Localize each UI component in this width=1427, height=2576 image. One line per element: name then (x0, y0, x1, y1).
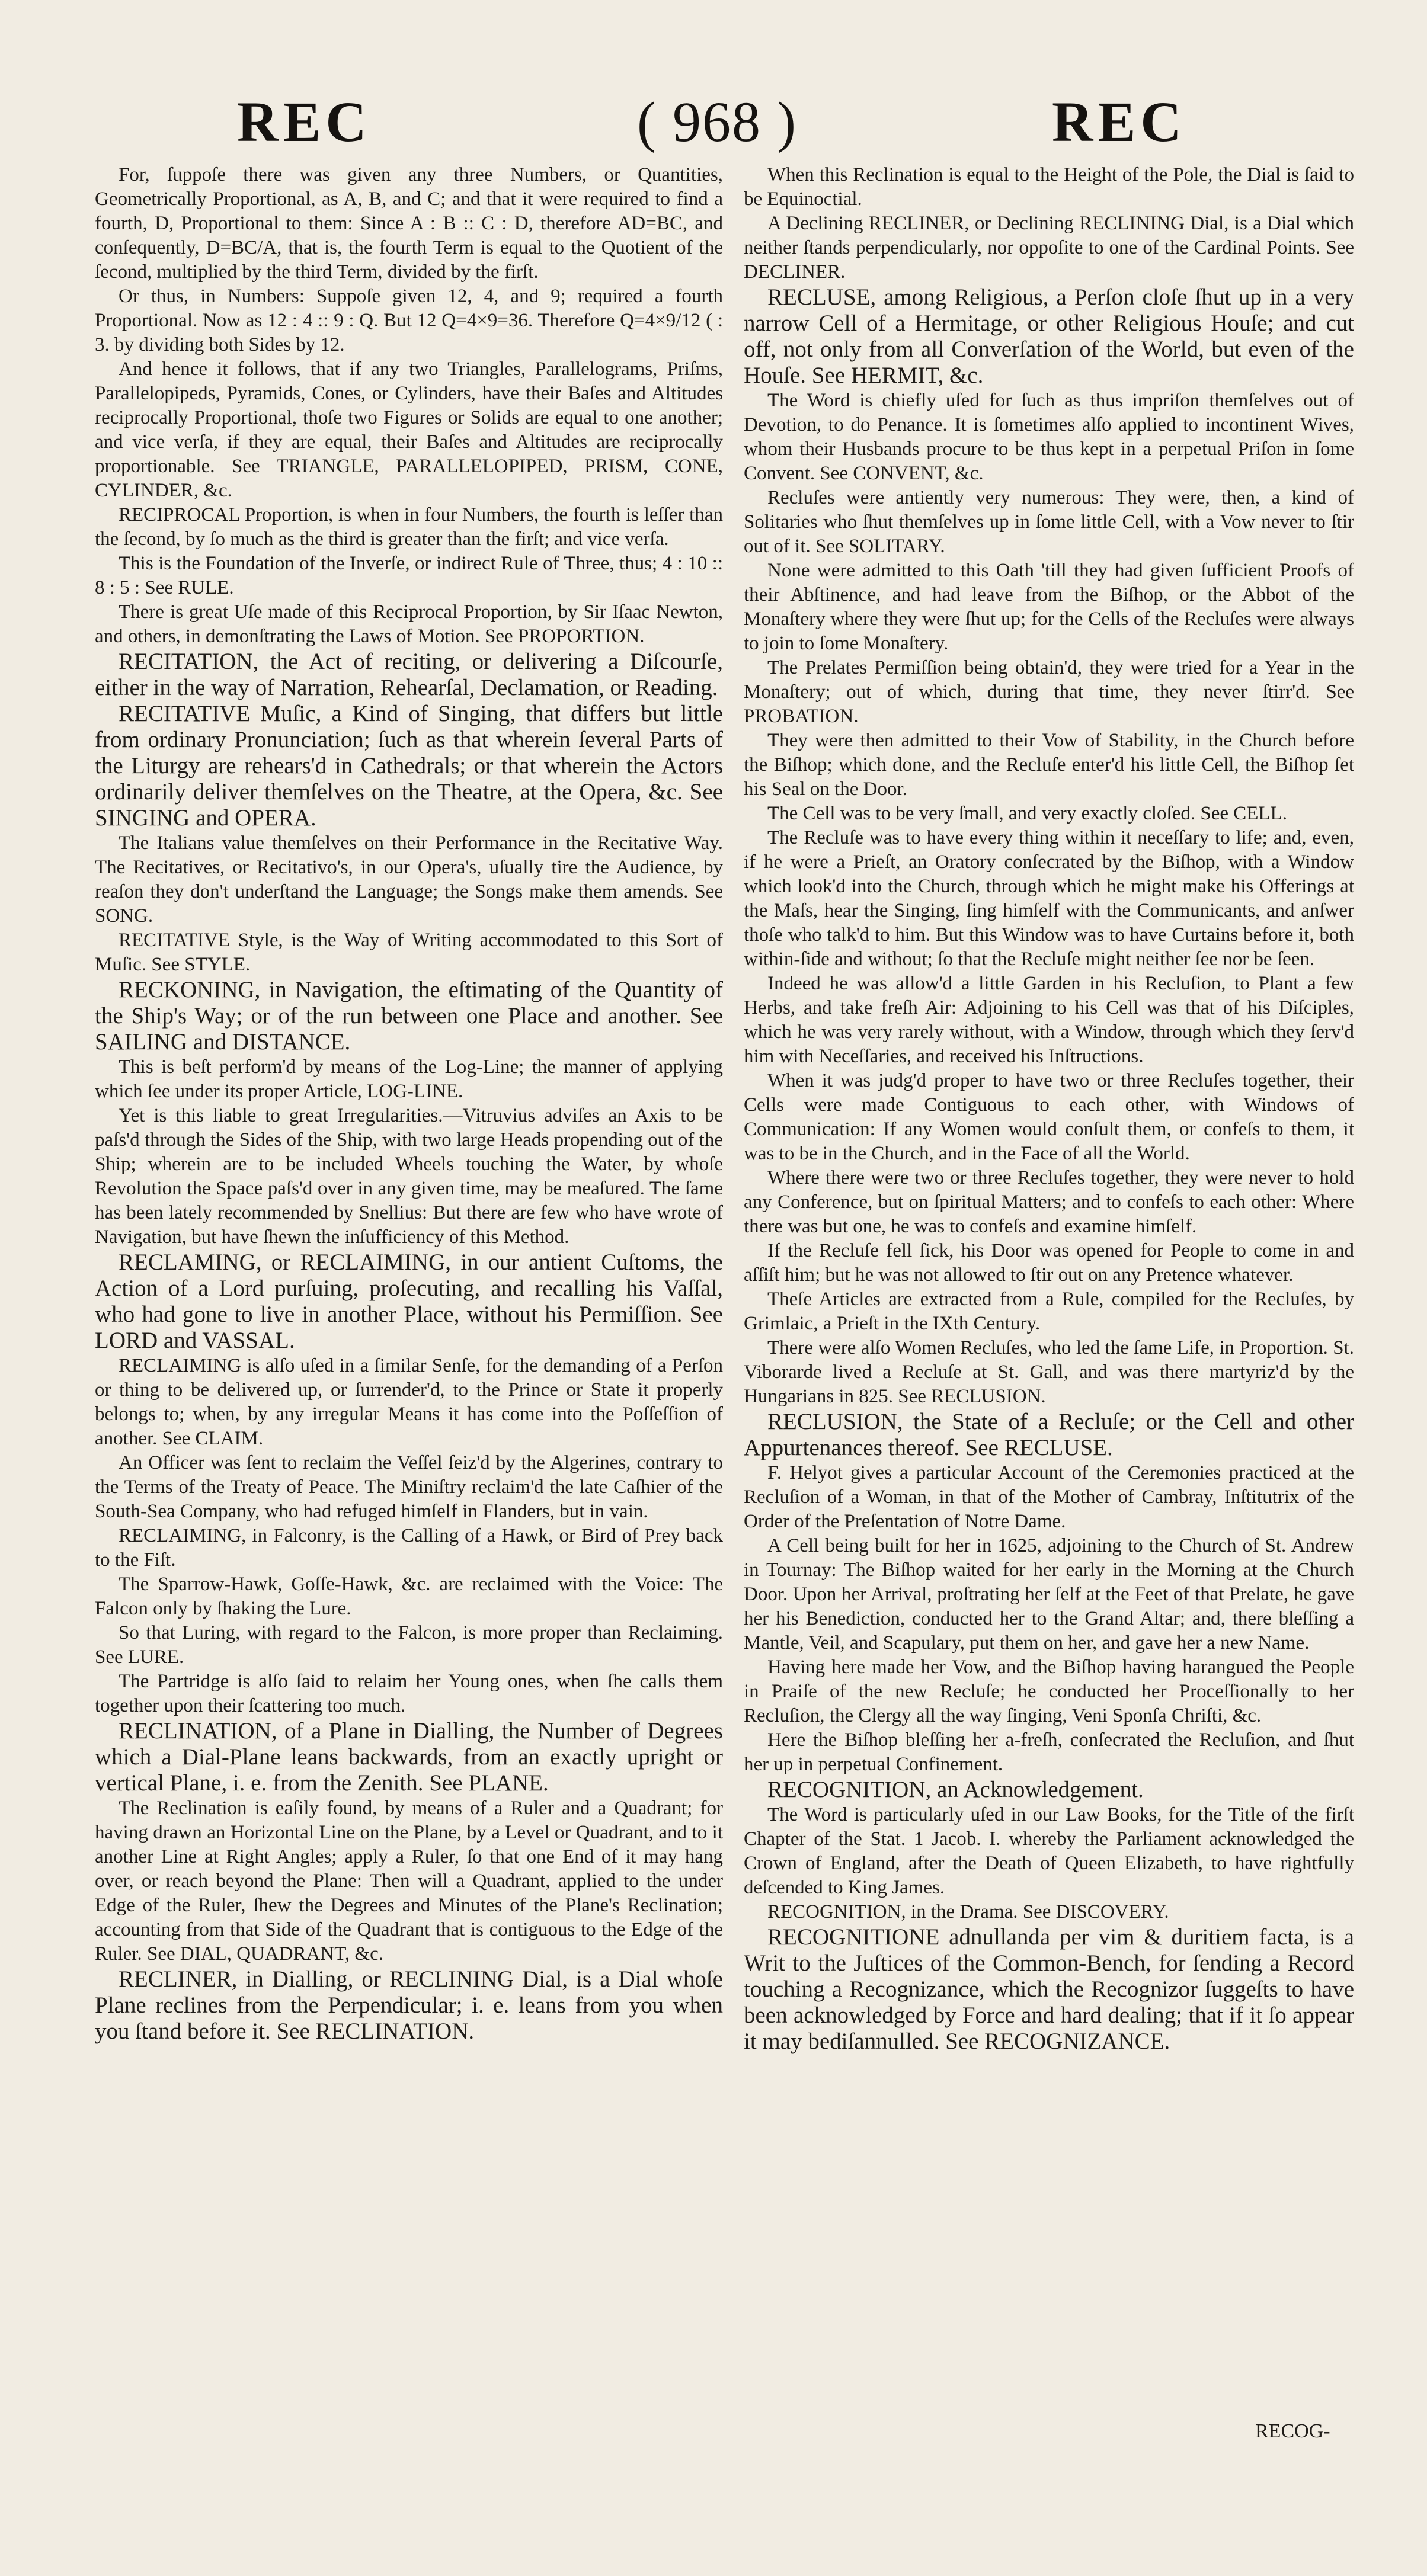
paragraph: So that Luring, with regard to the Falcon, is more proper than Reclaiming. See LURE. (95, 1622, 723, 1668)
paragraph: There is great Uſe made of this Reciprocal Proportion, by Sir Iſaac Newton, and others, in demonſtrating the Laws of Motion. See PROPORTION. (95, 601, 723, 647)
paragraph: RECLAIMING, in Falconry, is the Calling of a Hawk, or Bird of Prey back to the Fiſt. (95, 1525, 723, 1571)
paragraph: None were admitted to this Oath 'till they had given ſufficient Proofs of their Abſtinence, and had leave from the Biſhop, or the Abbot of the Monaſtery where they were ſhut up; for the Cells of the Recluſes were always to join to ſome Monaſtery. (744, 560, 1354, 654)
paragraph: The Sparrow-Hawk, Goſſe-Hawk, &c. are reclaimed with the Voice: The Falcon only by ſhaking the Lure. (95, 1574, 723, 1619)
paragraph: If the Recluſe fell ſick, his Door was opened for People to come in and aſſiſt him; but he was not allowed to ſtir out on any Pretence whatever. (744, 1240, 1354, 1286)
paragraph: Theſe Articles are extracted from a Rule, compiled for the Recluſes, by Grimlaic, a Prieſt in the IXth Century. (744, 1289, 1354, 1334)
paragraph: Recluſes were antiently very numerous: They were, then, a kind of Solitaries who ſhut themſelves up in ſome little Cell, with a Vow never to ſtir out of it. See SOLITARY. (744, 487, 1354, 557)
paragraph: Where there were two or three Recluſes together, they were never to hold any Conference, but on ſpiritual Matters; and to confeſs to each other: Where there was but one, he was to confeſs and examine himſelf. (744, 1167, 1354, 1237)
paragraph: The Word is chiefly uſed for ſuch as thus impriſon themſelves out of Devotion, to do Penance. It is ſometimes alſo applied to incontinent Wives, whom their Husbands procure to be thus kept in a perpetual Priſon in ſome Convent. See CONVENT, &c. (744, 390, 1354, 484)
entry-recitative-music: RECITATIVE Muſic, a Kind of Singing, that differs but little from ordinary Pronunciation; ſuch as that wherein ſeveral Parts of the Liturgy are rehears'd in Cathedrals; or that wherein the Actors ordinarily deliver themſelves on the Theatre, at the Opera, &c. See SINGING and OPERA. (95, 701, 723, 831)
paragraph: When it was judg'd proper to have two or three Recluſes together, their Cells were made Contiguous to each other, with Windows of Communication: If any Women would conſult them, or confeſs to them, it was to be in the Church, and in the Face of all the World. (744, 1070, 1354, 1164)
paragraph: RECITATIVE Style, is the Way of Writing accommodated to this Sort of Muſic. See STYLE. (95, 930, 723, 975)
paragraph: For, ſuppoſe there was given any three Numbers, or Quantities, Geometrically Proportional, as A, B, and C; and that it were required to find a fourth, D, Proportional to them: Since A : B :: C : D, therefore AD=BC, and conſequently, D=BC/A, that is, the fourth Term is equal to the Quotient of the ſecond, multiplied by the third Term, divided by the firſt. (95, 164, 723, 283)
paragraph: Having here made her Vow, and the Biſhop having harangued the People in Praiſe of the new Recluſe; he conducted her Proceſſionally to her Recluſion, the Clergy all the way ſinging, Veni Sponſa Chriſti, &c. (744, 1657, 1354, 1726)
entry-recitation: RECITATION, the Act of reciting, or delivering a Diſcourſe, either in the way of Narration, Rehearſal, Declamation, or Reading. (95, 649, 723, 700)
paragraph: A Declining RECLINER, or Declining RECLINING Dial, is a Dial which neither ſtands perpendicularly, nor oppoſite to one of the Cardinal Points. See DECLINER. (744, 213, 1354, 283)
paragraph: This is the Foundation of the Inverſe, or indirect Rule of Three, thus; 4 : 10 :: 8 : 5 : See RULE. (95, 553, 723, 598)
catchword: RECOG- (1255, 2420, 1330, 2442)
paragraph: The Partridge is alſo ſaid to relaim her Young ones, when ſhe calls them together upon their ſcattering too much. (95, 1671, 723, 1716)
paragraph: RECLAIMING is alſo uſed in a ſimilar Senſe, for the demanding of a Perſon or thing to be delivered up, or ſurrender'd, to the Prince or State it properly belongs to; when, by any irregular Means it has come into the Poſſeſſion of another. See CLAIM. (95, 1355, 723, 1449)
paragraph: And hence it follows, that if any two Triangles, Parallelograms, Priſms, Parallelopipeds, Pyramids, Cones, or Cylinders, have their Baſes and Altitudes reciprocally Proportional, thoſe two Figures or Solids are equal to one another; and vice verſa, if they are equal, their Baſes and Altitudes are reciprocally proportionable. See TRIANGLE, PARALLELOPIPED, PRISM, CONE, CYLINDER, &c. (95, 358, 723, 501)
entry-reclusion: RECLUSION, the State of a Recluſe; or the Cell and other Appurtenances thereof. See RECLUSE. (744, 1409, 1354, 1460)
right-column (744, 163, 1354, 2391)
entry-recognition: RECOGNITION, an Acknowledgement. (767, 1777, 1144, 1802)
paragraph: This is beſt perform'd by means of the Log-Line; the manner of applying which ſee under its proper Article, LOG-LINE. (95, 1056, 723, 1102)
page-header (0, 89, 1427, 160)
paragraph: The Cell was to be very ſmall, and very exactly cloſed. See CELL. (767, 803, 1287, 824)
entry-reclaming: RECLAMING, or RECLAIMING, in our antient Cuſtoms, the Action of a Lord purſuing, proſecuting, and recalling his Vaſſal, who had gone to live in another Place, without his Permiſſion. See LORD and VASSAL. (95, 1249, 723, 1353)
running-head-right: REC (1052, 90, 1186, 153)
paragraph: Yet is this liable to great Irregularities.—Vitruvius adviſes an Axis to be paſs'd through the Sides of the Ship, with two large Heads propending out of the Ship; wherein are to be included Wheels touching the Water, by whoſe Revolution the Space paſs'd over in any given time, may be meaſured. The ſame has been lately recommended by Snellius: But there are few who have wrote of Navigation, but have ſhewn the inſufficiency of this Method. (95, 1105, 723, 1248)
running-head-left: REC (237, 90, 372, 153)
left-column (95, 163, 723, 2385)
paragraph: RECOGNITION, in the Drama. See DISCOVERY. (767, 1901, 1169, 1923)
page-number: ( 968 ) (637, 90, 797, 153)
paragraph: An Officer was ſent to reclaim the Veſſel ſeiz'd by the Algerines, contrary to the Terms of the Treaty of Peace. The Miniſtry reclaim'd the late Caſhier of the South-Sea Company, who had refuged himſelf in Flanders, but in vain. (95, 1452, 723, 1522)
entry-reclination: RECLINATION, of a Plane in Dialling, the Number of Degrees which a Dial-Plane leans backwards, from an exactly upright or vertical Plane, i. e. from the Zenith. See PLANE. (95, 1718, 723, 1796)
paragraph: The Word is particularly uſed in our Law Books, for the Title of the firſt Chapter of the Stat. 1 Jacob. I. whereby the Parliament acknowledged the Crown of England, after the Death of Queen Elizabeth, to have rightfully deſcended to King James. (744, 1804, 1354, 1898)
paragraph: When this Reclination is equal to the Height of the Pole, the Dial is ſaid to be Equinoctial. (744, 164, 1354, 210)
paragraph: The Recluſe was to have every thing within it neceſſary to life; and, even, if he were a Prieſt, an Oratory conſecrated by the Biſhop, with a Window which look'd into the Church, through which he might make his Offerings at the Maſs, hear the Singing, ſing himſelf with the Communicants, and anſwer thoſe who talk'd to him. But this Window was to have Curtains before it, both within-ſide and without; ſo that the Recluſe might neither ſee nor be ſeen. (744, 827, 1354, 970)
paragraph: The Italians value themſelves on their Performance in the Recitative Way. The Recitatives, or Recitativo's, in our Opera's, uſually tire the Audience, by reaſon they don't underſtand the Language; the Songs make them amends. See SONG. (95, 832, 723, 927)
entry-recognitione: RECOGNITIONE adnullanda per vim & duritiem facta, is a Writ to the Juſtices of the Common-Bench, for ſending a Record touching a Recognizance, which the Recognizor ſuggeſts to have been acknowledged by Force and hard dealing; that if it ſo appear it may bediſannulled. See RECOGNIZANCE. (744, 1924, 1354, 2054)
entry-recluse: RECLUSE, among Religious, a Perſon cloſe ſhut up in a very narrow Cell of a Hermitage, or other Religious Houſe; and cut off, not only from all Converſation of the World, but even of the Houſe. See HERMIT, &c. (744, 284, 1354, 388)
entry-reckoning: RECKONING, in Navigation, the eſtimating of the Quantity of the Ship's Way; or of the run between one Place and another. See SAILING and DISTANCE. (95, 977, 723, 1055)
paragraph: Here the Biſhop bleſſing her a-freſh, conſecrated the Recluſion, and ſhut her up in perpetual Confinement. (744, 1729, 1354, 1775)
paragraph: Indeed he was allow'd a little Garden in his Recluſion, to Plant a few Herbs, and take freſh Air: Adjoining to his Cell was that of his Diſciples, which he was very rarely without, with a Window, through which they ſerv'd him with Neceſſaries, and received his Inſtructions. (744, 973, 1354, 1067)
paragraph: F. Helyot gives a particular Account of the Ceremonies practiced at the Recluſion of a Woman, in that of the Mother of Cambray, Inſtitutrix of the Order of the Preſentation of Notre Dame. (744, 1462, 1354, 1532)
paragraph: RECIPROCAL Proportion, is when in four Numbers, the fourth is leſſer than the ſecond, by ſo much as the third is greater than the firſt; and vice verſa. (95, 504, 723, 550)
paragraph: They were then admitted to their Vow of Stability, in the Church before the Biſhop; which done, and the Recluſe enter'd his little Cell, the Biſhop ſet his Seal on the Door. (744, 730, 1354, 800)
paragraph: Or thus, in Numbers: Suppoſe given 12, 4, and 9; required a fourth Proportional. Now as 12 : 4 :: 9 : Q. But 12 Q=4×9=36. Therefore Q=4×9/12 ( : 3. by dividing both Sides by 12. (95, 286, 723, 355)
paragraph: There were alſo Women Recluſes, who led the ſame Life, in Proportion. St. Viborarde lived a Recluſe at St. Gall, and was there martyriz'd by the Hungarians in 825. See RECLUSION. (744, 1337, 1354, 1407)
paragraph: The Reclination is eaſily found, by means of a Ruler and a Quadrant; for having drawn an Horizontal Line on the Plane, by a Level or Quadrant, and to it another Line at Right Angles; apply a Ruler, ſo that one End of it may hang over, or reach beyond the Plane: Then will a Quadrant, applied to the under Edge of the Ruler, ſhew the Degrees and Minutes of the Plane's Reclination; accounting from that Side of the Quadrant that is contiguous to the Edge of the Ruler. See DIAL, QUADRANT, &c. (95, 1798, 723, 1965)
paragraph: A Cell being built for her in 1625, adjoining to the Church of St. Andrew in Tournay: The Biſhop waited for her early in the Morning at the Church Door. Upon her Arrival, proſtrating her ſelf at the Feet of that Prelate, he gave her his Benediction, conducted her to the Grand Altar; and, there bleſſing a Mantle, Veil, and Scapulary, put them on her, and gave her a new Name. (744, 1535, 1354, 1654)
paragraph: The Prelates Permiſſion being obtain'd, they were tried for a Year in the Monaſtery; out of which, during that time, they never ſtirr'd. See PROBATION. (744, 657, 1354, 727)
entry-recliner: RECLINER, in Dialling, or RECLINING Dial, is a Dial whoſe Plane reclines from the Perpendicular; i. e. leans from you when you ſtand before it. See RECLINATION. (95, 1966, 723, 2044)
